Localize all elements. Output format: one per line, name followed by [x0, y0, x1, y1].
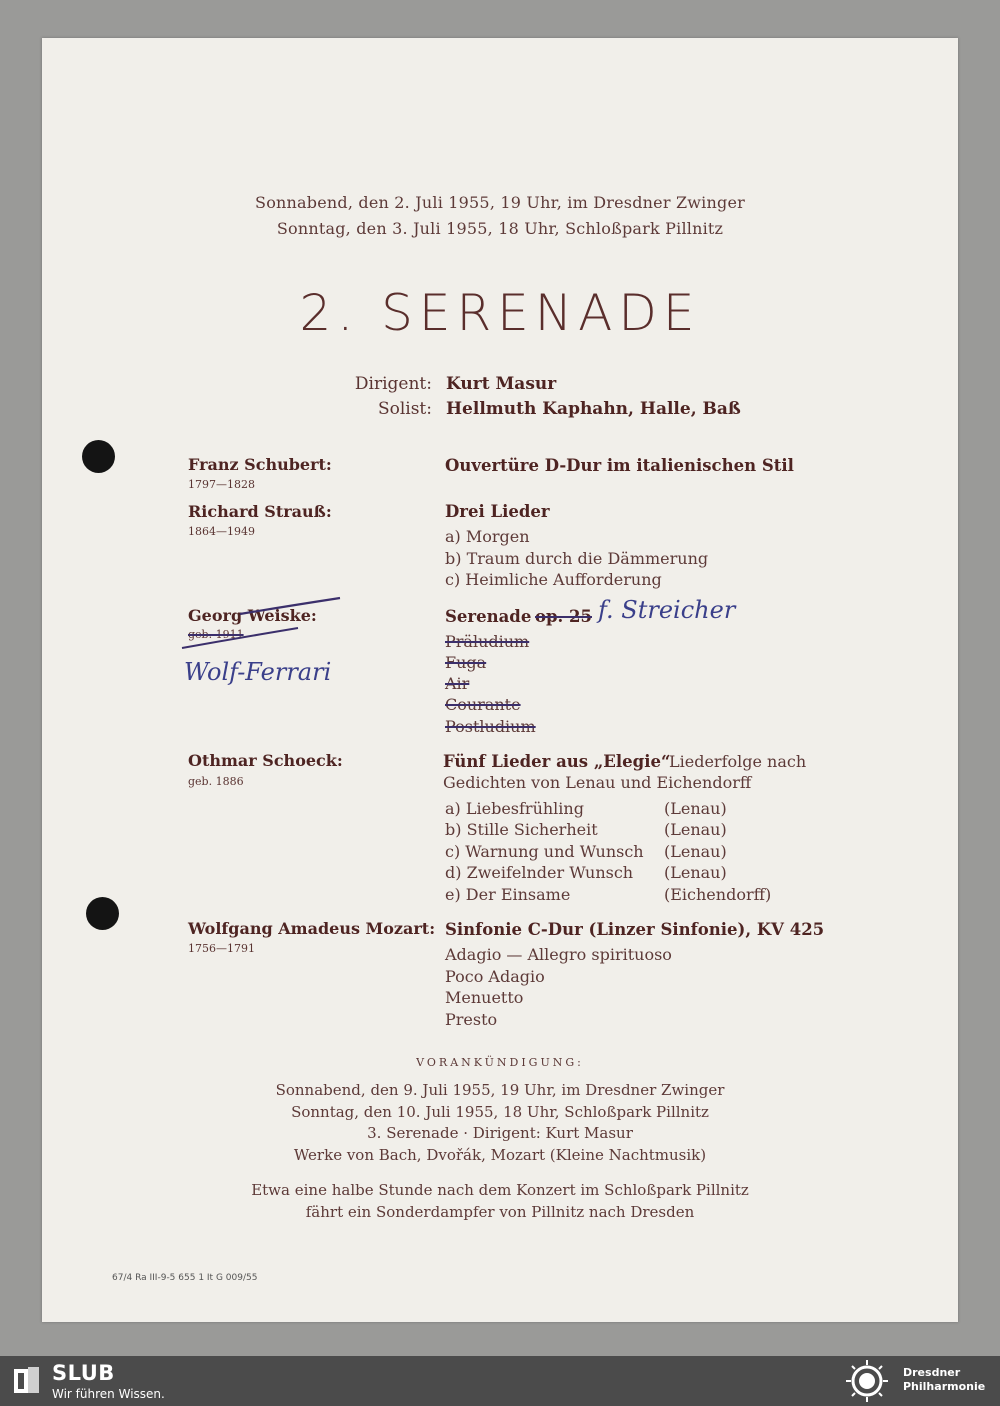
- composer-name: Othmar Schoeck:: [188, 751, 343, 770]
- soloist-label: Solist:: [377, 399, 432, 419]
- date-line-1: Sonnabend, den 2. Juli 1955, 19 Uhr, im Dresdner Zwinger: [255, 193, 745, 212]
- slub-logo-icon: [12, 1365, 42, 1397]
- printer-imprint: 67/4 Ra III-9-5 655 1 It G 009/55: [112, 1273, 258, 1283]
- movement: Postludium: [445, 717, 536, 736]
- composer-name: Richard Strauß:: [188, 502, 332, 521]
- composer-years: geb. 1886: [188, 775, 244, 788]
- work-title: Serenade: [445, 607, 532, 626]
- song-title: e) Der Einsame: [445, 885, 571, 904]
- song-poet: (Lenau): [664, 799, 727, 818]
- song-title: d) Zweifelnder Wunsch: [445, 863, 634, 882]
- movement: Presto: [445, 1010, 498, 1029]
- ferry-note-line: fährt ein Sonderdampfer von Pillnitz nach Dresden: [305, 1203, 695, 1221]
- partner-name-line-1: Dresdner: [903, 1366, 961, 1379]
- movement: Poco Adagio: [445, 967, 545, 986]
- work-title: Drei Lieder: [445, 502, 550, 521]
- song-poet: (Lenau): [664, 863, 727, 882]
- movement: Air: [445, 674, 470, 693]
- movement: b) Traum durch die Dämmerung: [445, 549, 709, 568]
- handwritten-work-note: f. Streicher: [598, 596, 736, 624]
- slub-name: SLUB: [52, 1361, 115, 1385]
- composer-name: Franz Schubert:: [188, 455, 332, 474]
- preview-heading: VORANKÜNDIGUNG:: [416, 1056, 584, 1069]
- song-poet: (Lenau): [664, 842, 727, 861]
- work-title: Fünf Lieder aus „Elegie“: [443, 752, 671, 771]
- date-line-2: Sonntag, den 3. Juli 1955, 18 Uhr, Schloßpark Pillnitz: [276, 219, 724, 238]
- work-opus: op. 25: [535, 607, 592, 626]
- preview-line: Werke von Bach, Dvořák, Mozart (Kleine Nachtmusik): [293, 1146, 707, 1164]
- program-sheet: [42, 38, 958, 1322]
- handwritten-composer: Wolf-Ferrari: [184, 658, 332, 686]
- slub-tagline: Wir führen Wissen.: [52, 1387, 165, 1401]
- preview-line: 3. Serenade · Dirigent: Kurt Masur: [367, 1124, 633, 1142]
- conductor-name: Kurt Masur: [446, 374, 557, 394]
- composer-name: Georg Weiske:: [188, 606, 317, 625]
- composer-years: 1797—1828: [188, 478, 255, 491]
- partner-name-line-2: Philharmonie: [903, 1380, 986, 1393]
- movement: c) Heimliche Aufforderung: [445, 570, 662, 589]
- conductor-label: Dirigent:: [354, 374, 432, 394]
- composer-name: Wolfgang Amadeus Mozart:: [188, 919, 436, 938]
- strike-through-mark: [178, 592, 348, 652]
- movement: a) Morgen: [445, 527, 530, 546]
- song-poet: (Eichendorff): [664, 885, 772, 904]
- preview-line: Sonntag, den 10. Juli 1955, 18 Uhr, Schloßpark Pillnitz: [291, 1103, 709, 1121]
- work-title: Ouvertüre D-Dur im italienischen Stil: [445, 456, 794, 475]
- footer-bar: [0, 1356, 1000, 1406]
- work-subtitle: Gedichten von Lenau und Eichendorff: [443, 773, 752, 792]
- movement: Courante: [445, 695, 521, 714]
- work-title: Sinfonie C-Dur (Linzer Sinfonie), KV 425: [445, 920, 825, 939]
- movement: Menuetto: [445, 988, 524, 1007]
- page-title: 2. SERENADE: [299, 284, 701, 342]
- composer-years: 1756—1791: [188, 942, 255, 955]
- punch-hole: [82, 440, 115, 473]
- song-title: c) Warnung und Wunsch: [445, 842, 644, 861]
- movement: Adagio — Allegro spirituoso: [445, 945, 672, 964]
- song-title: a) Liebesfrühling: [445, 799, 584, 818]
- composer-years: geb. 1911: [188, 628, 244, 641]
- movement: Fuga: [445, 653, 487, 672]
- ferry-note-line: Etwa eine halbe Stunde nach dem Konzert im Schloßpark Pillnitz: [251, 1181, 749, 1199]
- work-subtitle: Liederfolge nach: [669, 752, 807, 771]
- soloist-name: Hellmuth Kaphahn, Halle, Baß: [446, 399, 741, 419]
- movement: Präludium: [445, 632, 530, 651]
- philharmonie-logo-icon: [842, 1358, 892, 1404]
- preview-line: Sonnabend, den 9. Juli 1955, 19 Uhr, im Dresdner Zwinger: [275, 1081, 725, 1099]
- punch-hole: [86, 897, 119, 930]
- song-title: b) Stille Sicherheit: [445, 820, 598, 839]
- song-poet: (Lenau): [664, 820, 727, 839]
- composer-years: 1864—1949: [188, 525, 255, 538]
